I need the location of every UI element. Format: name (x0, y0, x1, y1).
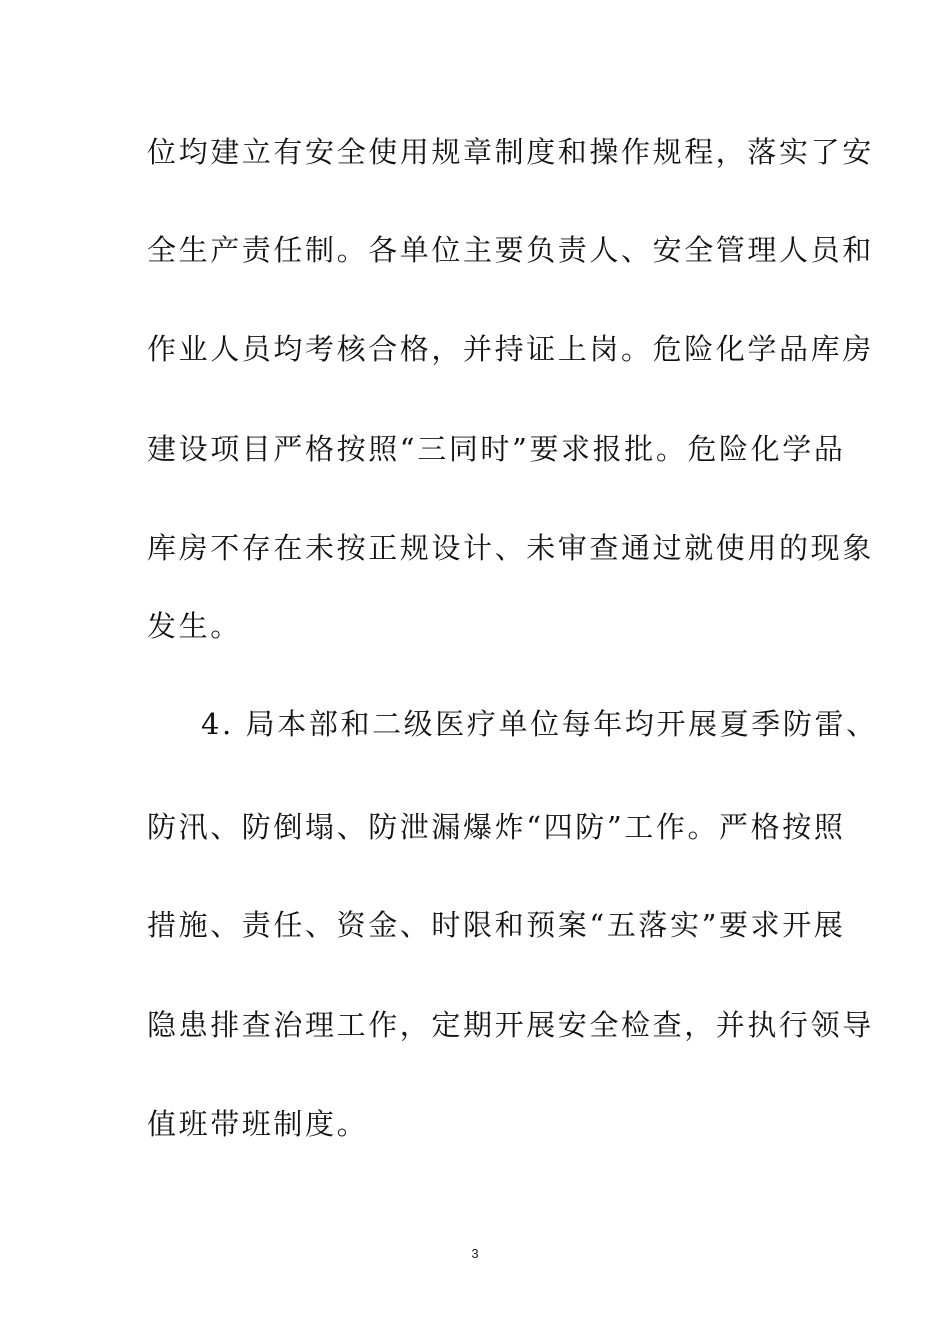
paragraph-line-2: 全生产责任制。各单位主要负责人、安全管理人员和 (147, 233, 874, 267)
paragraph-line-10: 隐患排查治理工作，定期开展安全检查，并执行领导 (147, 1008, 874, 1042)
paragraph-line-3: 作业人员均考核合格，并持证上岗。危险化学品库房 (147, 332, 874, 366)
paragraph-line-8: 防汛、防倒塌、防泄漏爆炸“四防”工作。严格按照 (147, 810, 846, 844)
page-number: 3 (471, 1246, 479, 1261)
paragraph-line-5: 库房不存在未按正规设计、未审查通过就使用的现象 (147, 531, 874, 565)
paragraph-line-1: 位均建立有安全使用规章制度和操作规程，落实了安 (147, 135, 874, 169)
paragraph-line-4: 建设项目严格按照“三同时”要求报批。危险化学品 (147, 432, 846, 466)
paragraph-line-7: 4. 局本部和二级医疗单位每年均开展夏季防雷、 (201, 707, 878, 741)
paragraph-line-11: 值班带班制度。 (147, 1107, 369, 1141)
paragraph-line-9: 措施、责任、资金、时限和预案“五落实”要求开展 (147, 908, 846, 942)
paragraph-line-6: 发生。 (147, 609, 242, 643)
